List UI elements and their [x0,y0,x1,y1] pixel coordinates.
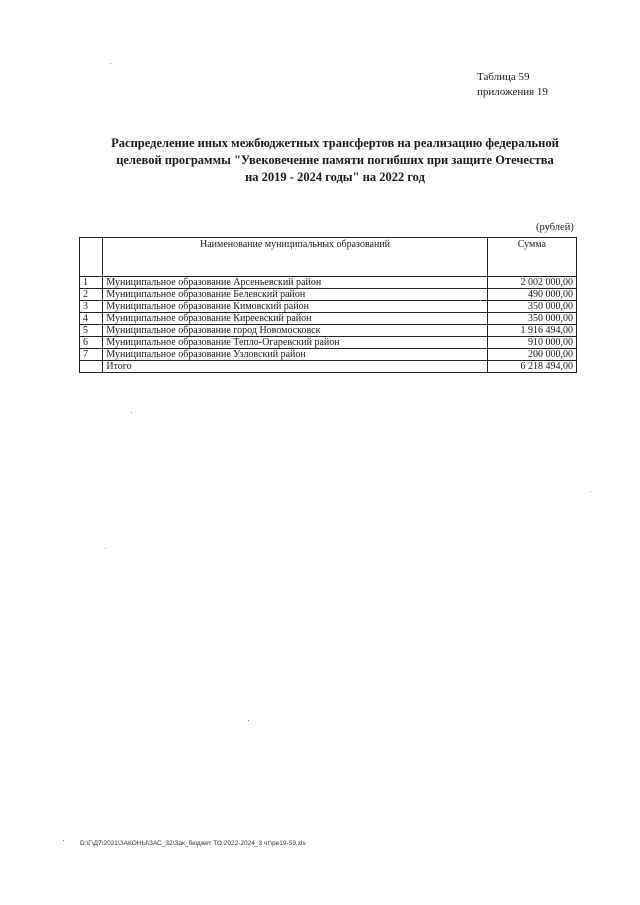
table-total-row [80,361,577,373]
row-sum: 2 002 000,00 [487,277,576,289]
table-row [80,301,577,313]
row-name: Муниципальное образование Белевский район [103,289,487,301]
scan-speck [63,840,64,841]
row-sum: 910 000,00 [487,337,576,349]
appendix-number: приложения 19 [477,86,548,98]
row-num: 5 [80,325,103,337]
total-label: Итого [103,361,487,373]
table-row [80,349,577,361]
row-sum: 200 000,00 [487,349,576,361]
row-name: Муниципальное образование Арсеньевский район [103,277,487,289]
row-num: 3 [80,301,103,313]
table-row [80,313,577,325]
row-sum: 490 000,00 [487,289,576,301]
row-num: 2 [80,289,103,301]
scan-speck [105,548,106,549]
row-sum: 350 000,00 [487,301,576,313]
table-row [80,289,577,301]
distribution-table [79,237,577,373]
currency-unit: (рублей) [536,222,574,233]
title-line-2: целевой программы "Увековечение памяти погибших при защите Отечества [116,153,554,167]
scan-speck [480,300,481,301]
row-name: Муниципальное образование Кимовский район [103,301,487,313]
row-name: Муниципальное образование город Новомосковск [103,325,487,337]
scan-speck [590,491,591,492]
total-sum: 6 218 494,00 [487,361,576,373]
file-path-footer: D:\Г\Д7\2021\ЗАКОНЫ\ЗАС_32\Зак_бюджет ТО 2022-2024_3 чт\ре19-59.xls [80,840,306,847]
row-sum: 350 000,00 [487,313,576,325]
row-num: 4 [80,313,103,325]
scan-speck [248,720,249,721]
row-name: Муниципальное образование Киреевский район [103,313,487,325]
total-num [80,361,103,373]
header-name: Наименование муниципальных образований [103,238,487,277]
table-reference [477,70,548,100]
row-num: 1 [80,277,103,289]
table-row [80,277,577,289]
scan-speck [110,63,111,64]
row-name: Муниципальное образование Узловский район [103,349,487,361]
title-line-1: Распределение иных межбюджетных трансфертов на реализацию федеральной [111,136,559,150]
title-line-3: на 2019 - 2024 годы" на 2022 год [245,170,425,184]
table-row [80,325,577,337]
header-sum: Сумма [487,238,576,277]
table-row [80,337,577,349]
table-number: Таблица 59 [477,71,530,83]
header-num [80,238,103,277]
row-num: 6 [80,337,103,349]
row-sum: 1 916 494,00 [487,325,576,337]
row-name: Муниципальное образование Тепло-Огаревский район [103,337,487,349]
scan-speck [131,412,132,413]
table-header-row [80,238,577,277]
document-title [60,135,610,186]
row-num: 7 [80,349,103,361]
